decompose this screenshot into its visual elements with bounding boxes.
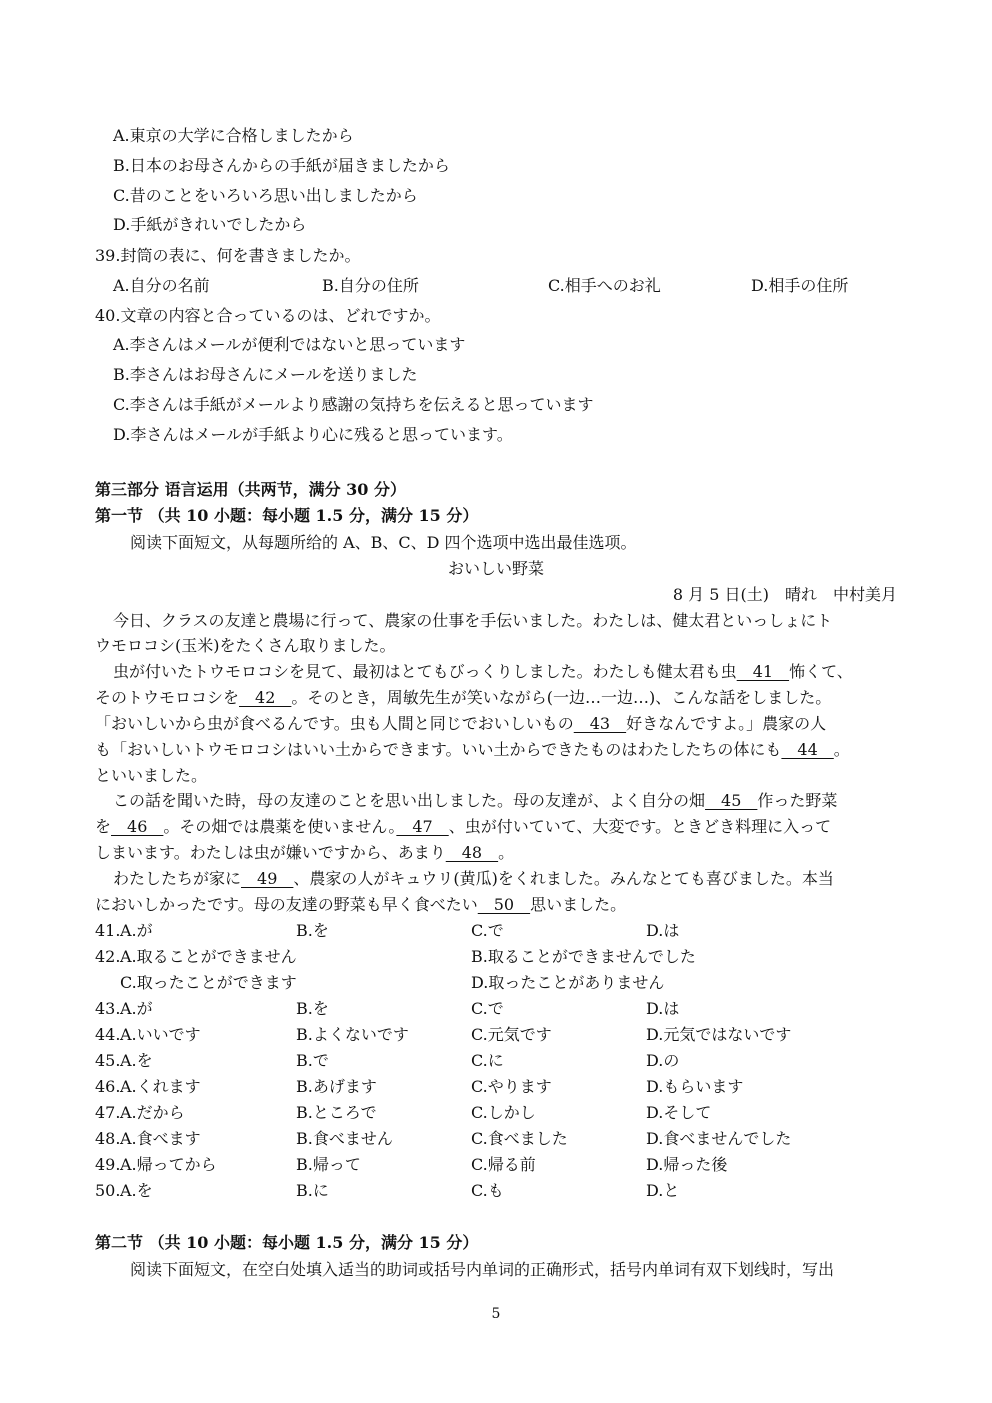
answer-option: D.の [646,1051,680,1070]
blank-45: 45 [705,791,758,810]
blank-46: 46 [111,817,164,836]
passage-date: 8 月 5 日(土) 晴れ 中村美月 [672,585,897,604]
section1-heading: 第一节 （共 10 小题：每小题 1.5 分，满分 15 分） [95,506,479,525]
passage-line [95,816,831,838]
passage-line [113,661,853,683]
passage-line [95,894,626,916]
passage-text: しまいます。わたしは虫が嫌いですから、あまり [95,843,446,862]
answer-option: C.やります [471,1077,552,1096]
answer-option: D.は [646,999,680,1018]
q39-stem: 39.封筒の表に、何を書きましたか。 [95,246,361,265]
passage-line [95,842,514,864]
q38-option-a: A.東京の大学に合格しましたから [113,126,354,145]
section2-instruction: 阅读下面短文，在空白处填入适当的助词或括号内单词的正确形式，括号内单词有双下划线时，写出 [130,1260,835,1279]
q40-option-a: A.李さんはメールが便利ではないと思っています [113,335,466,354]
q38-option-b: B.日本のお母さんからの手紙が届きましたから [113,156,450,175]
blank-42: 42 [239,688,292,707]
answer-option: C.で [471,921,504,940]
answer-option: A.取ることができません [120,947,297,966]
passage-line [95,713,826,735]
answer-option: C.で [471,999,504,1018]
passage-text: この話を聞いた時，母の友達のことを思い出しました。母の友達が、よく自分の畑 [113,791,706,810]
passage-line: 今日、クラスの友達と農場に行って、農家の仕事を手伝いました。わたしは、健太君といっしょにト [113,611,833,630]
q38-option-d: D.手紙がきれいでしたから [113,215,307,234]
answer-option: D.は [646,921,680,940]
passage-line [113,790,837,812]
q40-option-c: C.李さんは手紙がメールより感謝の気持ちを伝えると思っています [113,395,594,414]
answer-option: B.に [296,1181,329,1200]
answer-option: A.を [120,1181,153,1200]
answer-number: 49. [95,1155,121,1174]
passage-text: 怖くて、 [789,662,853,681]
q39-option-b: B.自分の住所 [322,276,419,295]
section1-instruction: 阅读下面短文，从每题所给的 A、B、C、D 四个选项中选出最佳选项。 [130,533,637,552]
answer-option: B.で [296,1051,329,1070]
passage-text: 、虫が付いていて、大変です。ときどき料理に入って [448,817,832,836]
answer-option: C.も [471,1181,504,1200]
passage-title: おいしい野菜 [447,559,544,578]
passage-text: 「おいしいから虫が食べるんです。虫も人間と同じでおいしいもの [95,714,574,733]
passage-text: 思いました。 [530,895,627,914]
answer-option: C.食べました [471,1129,568,1148]
answer-option: A.が [120,921,153,940]
blank-50: 50 [477,895,531,914]
passage-text: 。 [498,843,515,862]
q39-option-d: D.相手の住所 [751,276,849,295]
q40-stem: 40.文章の内容と合っているのは、どれですか。 [95,306,441,325]
part3-heading: 第三部分 语言运用（共两节，满分 30 分） [95,480,406,499]
answer-number: 42. [95,947,121,966]
answer-option: C.取ったことができます [120,973,297,992]
answer-option: B.あげます [296,1077,377,1096]
answer-option: D.と [646,1181,680,1200]
page-number: 5 [491,1306,501,1322]
blank-44: 44 [781,740,834,759]
passage-text: 、農家の人がキュウリ(黄瓜)をくれました。みんなとても喜びました。本当 [293,869,834,888]
answer-option: C.しかし [471,1103,536,1122]
blank-49: 49 [241,869,294,888]
answer-option: A.食べます [120,1129,201,1148]
q39-option-c: C.相手へのお礼 [548,276,661,295]
passage-text: 作った野菜 [757,791,838,810]
passage-text: 。その畑では農薬を使いません。 [163,817,397,836]
answer-number: 46. [95,1077,121,1096]
q38-option-c: C.昔のことをいろいろ思い出しましたから [113,186,418,205]
answer-number: 50. [95,1181,121,1200]
answer-option: D.取ったことがありません [471,973,665,992]
blank-43: 43 [573,714,627,733]
answer-number: 44. [95,1025,121,1044]
passage-line: ウモロコシ(玉米)をたくさん取りました。 [95,636,396,655]
passage-line: といいました。 [95,766,208,785]
blank-48: 48 [445,843,499,862]
q40-option-d: D.李さんはメールが手紙より心に残ると思っています。 [113,425,513,444]
blank-47: 47 [396,817,449,836]
answer-option: B.よくないです [296,1025,409,1044]
passage-text: 。そのとき，周敏先生が笑いながら(一边…一边…)、こんな話をしました。 [291,688,832,707]
answer-option: D.帰った後 [646,1155,728,1174]
answer-number: 41. [95,921,121,940]
answer-number: 48. [95,1129,121,1148]
answer-option: A.くれます [120,1077,201,1096]
answer-option: A.だから [120,1103,185,1122]
passage-line [95,687,831,709]
passage-text: においしかったです。母の友達の野菜も早く食べたい [95,895,478,914]
answer-option: B.を [296,921,329,940]
answer-option: A.帰ってから [120,1155,217,1174]
answer-option: C.に [471,1051,504,1070]
passage-text: わたしたちが家に [113,869,242,888]
passage-text: 虫が付いたトウモロコシを見て、最初はとてもびっくりしました。わたしも健太君も虫 [113,662,737,681]
answer-option: B.帰って [296,1155,361,1174]
answer-option: B.取ることができませんでした [471,947,696,966]
answer-option: C.帰る前 [471,1155,536,1174]
answer-option: D.もらいます [646,1077,744,1096]
answer-option: A.いいです [120,1025,201,1044]
answer-number: 43. [95,999,121,1018]
answer-option: D.元気ではないです [646,1025,792,1044]
passage-text: そのトウモロコシを [95,688,240,707]
answer-option: D.食べませんでした [646,1129,792,1148]
answer-option: B.食べません [296,1129,393,1148]
answer-option: A.が [120,999,153,1018]
passage-line [113,868,834,890]
q39-option-a: A.自分の名前 [113,276,210,295]
answer-number: 45. [95,1051,121,1070]
answer-option: C.元気です [471,1025,552,1044]
passage-text: を [95,817,112,836]
section2-heading: 第二节 （共 10 小题：每小题 1.5 分，满分 15 分） [95,1233,479,1252]
answer-option: B.ところで [296,1103,377,1122]
answer-option: A.を [120,1051,153,1070]
q40-option-b: B.李さんはお母さんにメールを送りました [113,365,418,384]
passage-line [95,739,850,761]
passage-text: 好きなんですよ。」農家の人 [626,714,827,733]
blank-41: 41 [736,662,790,681]
passage-text: も「おいしいトウモロコシはいい土からできます。いい土からできたものはわたしたちの体にも [95,740,782,759]
passage-text: 。 [833,740,850,759]
answer-option: D.そして [646,1103,712,1122]
answer-number: 47. [95,1103,121,1122]
answer-option: B.を [296,999,329,1018]
